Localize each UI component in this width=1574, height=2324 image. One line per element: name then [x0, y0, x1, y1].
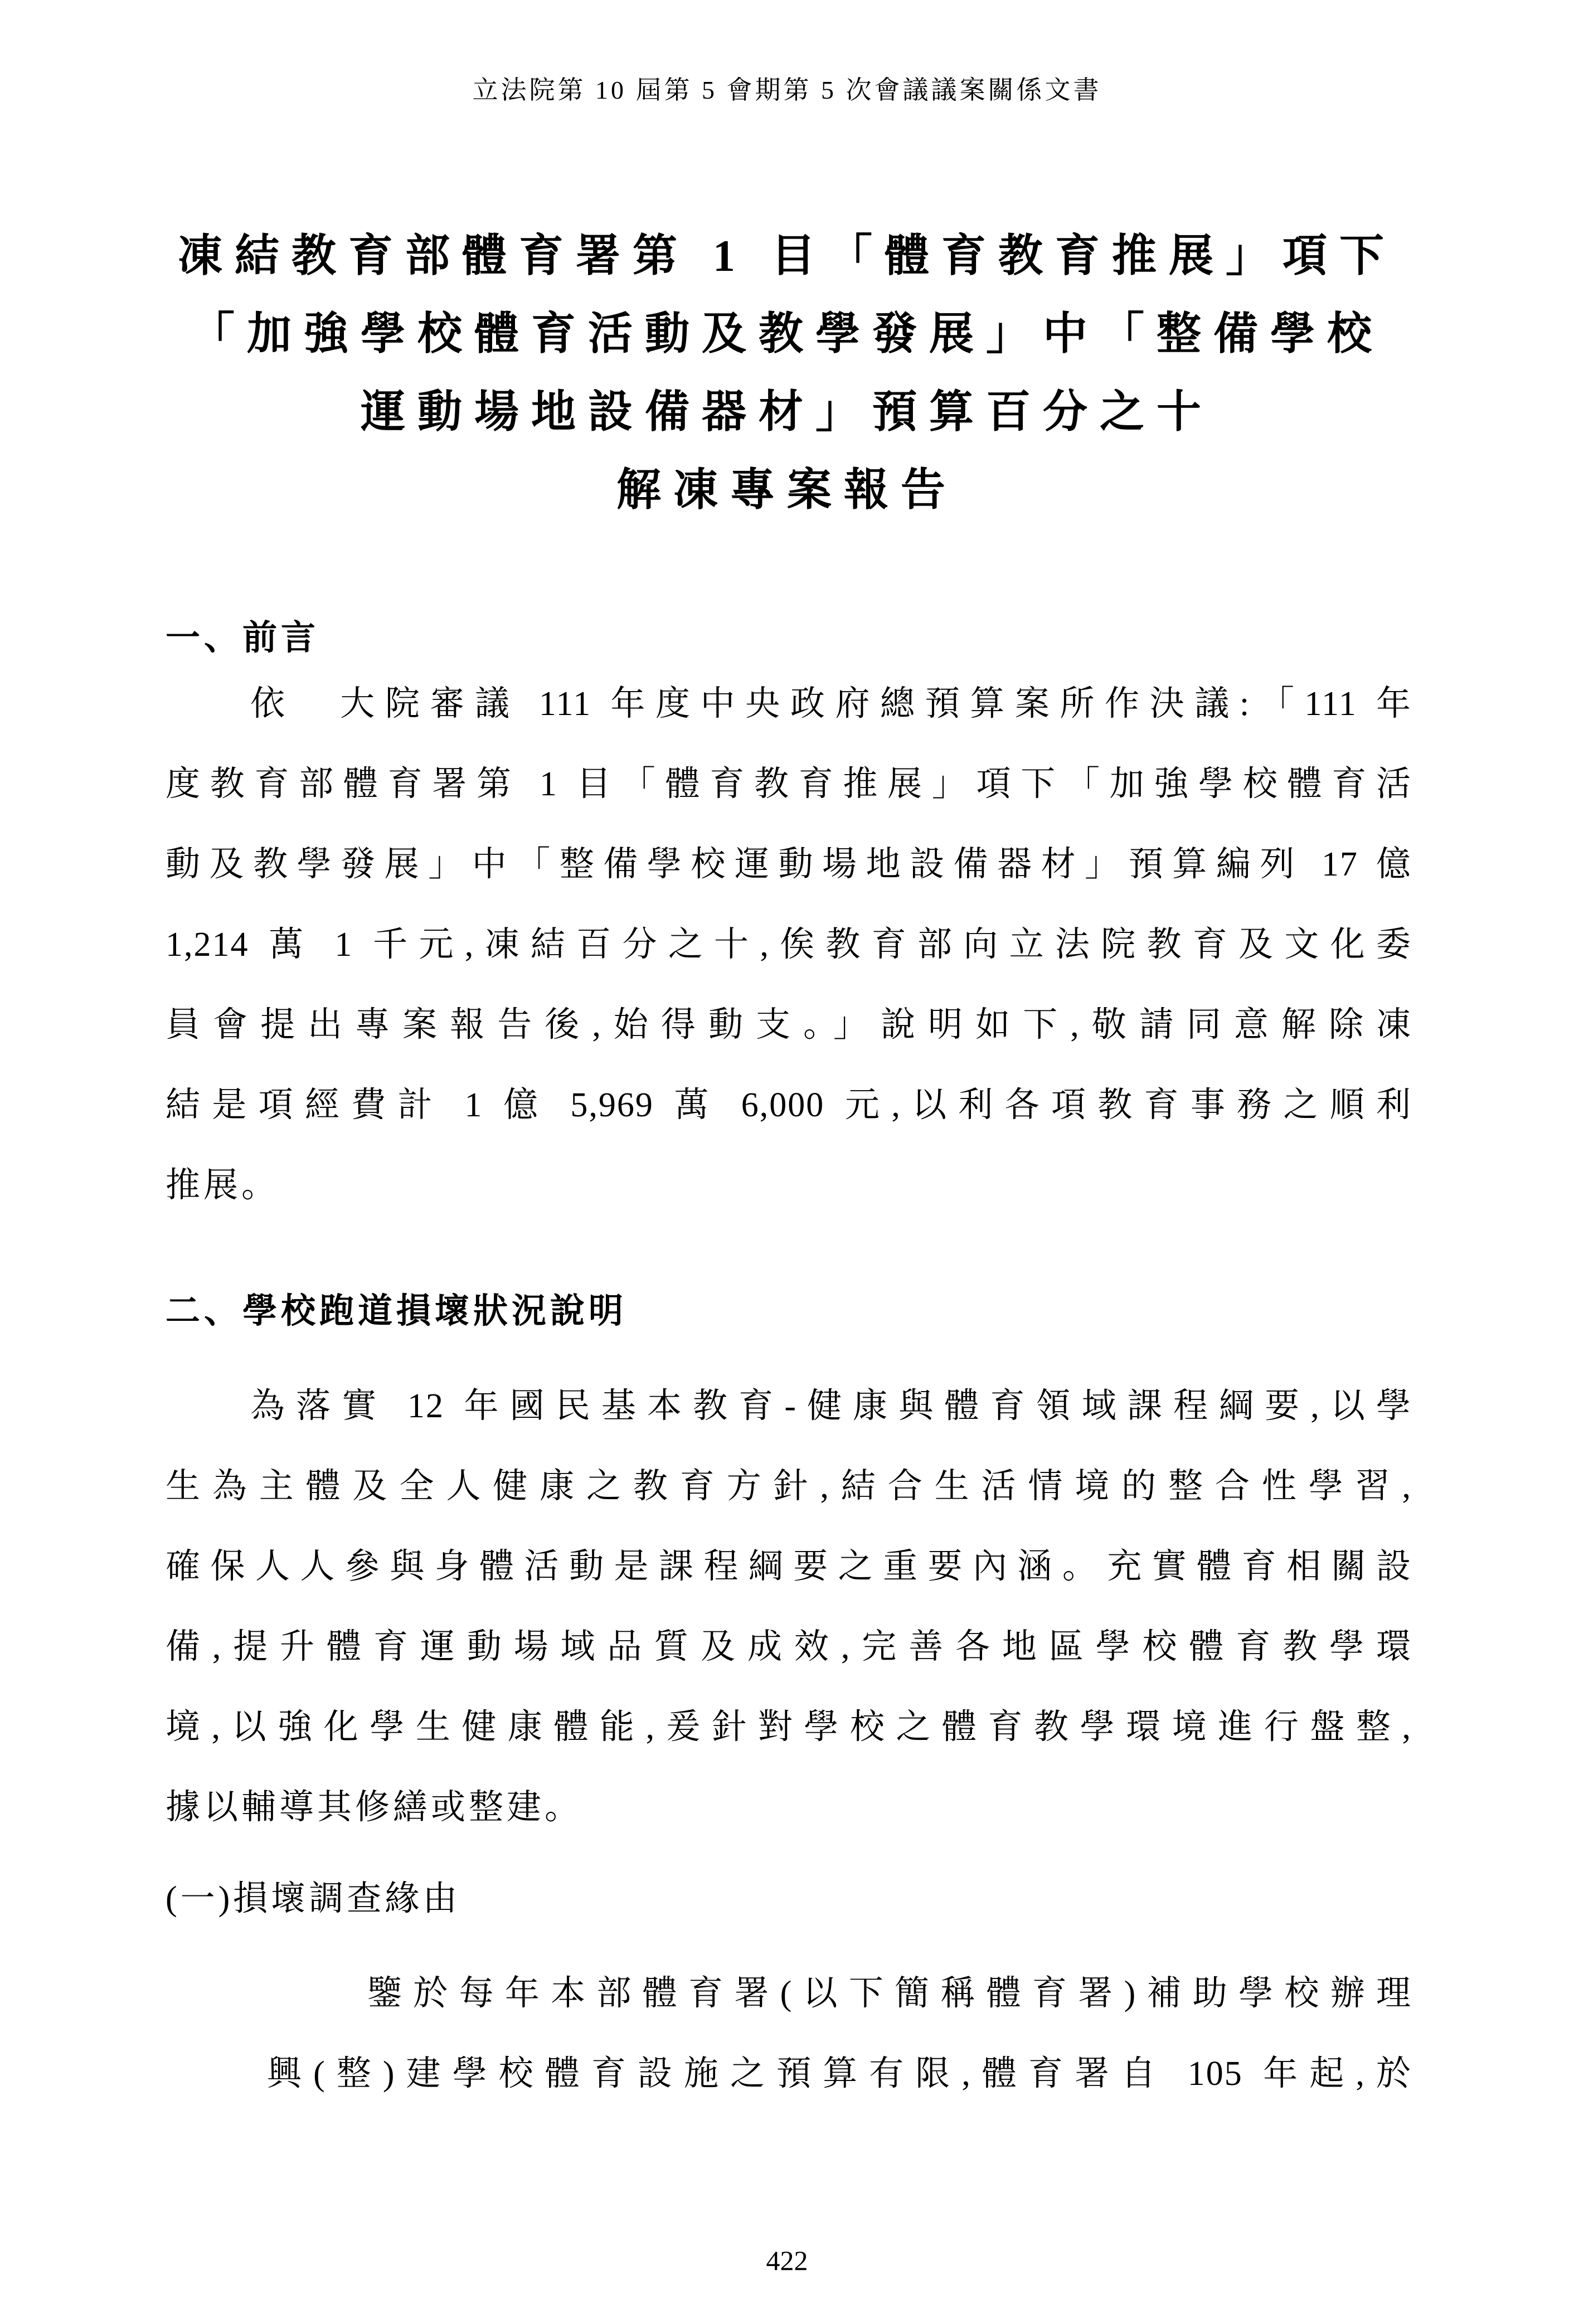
- subsection-heading-damage-survey: (一)損壞調查緣由: [166, 1880, 461, 1918]
- doc-title-line: 解凍專案報告: [616, 466, 958, 515]
- paragraph-runway-damage: [166, 1366, 1412, 1847]
- paragraph-line: 生為主體及全人健康之教育方針,結合生活情境的整合性學習,: [166, 1467, 1412, 1505]
- paragraph-line: 結是項經費計 1 億 5,969 萬 6,000 元,以利各項教育事務之順利: [166, 1086, 1412, 1124]
- paragraph-line: 備,提升體育運動場域品質及成效,完善各地區學校體育教學環: [166, 1628, 1412, 1666]
- paragraph-line: 為落實 12 年國民基本教育-健康與體育領域課程綱要,以學: [250, 1387, 1412, 1425]
- paragraph-line: 鑒於每年本部體育署(以下簡稱體育署)補助學校辦理: [367, 1975, 1412, 2012]
- paragraph-line: 境,以強化學生健康體能,爰針對學校之體育教學環境進行盤整,: [166, 1708, 1412, 1746]
- doc-title-line: 運動場地設備器材」預算百分之十: [361, 388, 1213, 437]
- doc-header: 立法院第 10 屆第 5 會期第 5 次會議議案關係文書: [472, 76, 1102, 104]
- section-heading-runway-damage: 二、學校跑道損壞狀況說明: [166, 1292, 628, 1330]
- paragraph-line: 員會提出專案報告後,始得動支。」說明如下,敬請同意解除凍: [166, 1006, 1412, 1044]
- section-heading-preface: 一、前言: [166, 619, 320, 657]
- doc-title-line: 凍結教育部體育署第 1 目「體育教育推展」項下: [178, 232, 1396, 281]
- page-number: 422: [766, 2245, 808, 2276]
- paragraph-line: 依 大院審議 111 年度中央政府總預算案所作決議:「111 年: [250, 685, 1412, 723]
- paragraph-preface: [166, 664, 1412, 1226]
- paragraph-line: 度教育部體育署第 1 目「體育教育推展」項下「加強學校體育活: [166, 765, 1412, 803]
- paragraph-line: 興(整)建學校體育設施之預算有限,體育署自 105 年起,於: [267, 2055, 1412, 2093]
- paragraph-line: 1,214 萬 1 千元,凍結百分之十,俟教育部向立法院教育及文化委: [166, 926, 1412, 964]
- paragraph-line: 動及教學發展」中「整備學校運動場地設備器材」預算編列 17 億: [166, 845, 1412, 883]
- paragraph-line: 據以輔導其修繕或整建。: [166, 1788, 583, 1826]
- paragraph-line: 推展。: [166, 1166, 280, 1204]
- paragraph-line: 確保人人參與身體活動是課程綱要之重要內涵。充實體育相關設: [166, 1548, 1412, 1586]
- paragraph-damage-survey: [166, 1953, 1412, 2114]
- doc-title-line: 「加強學校體育活動及教學發展」中「整備學校: [190, 310, 1384, 359]
- doc-title: [166, 217, 1408, 529]
